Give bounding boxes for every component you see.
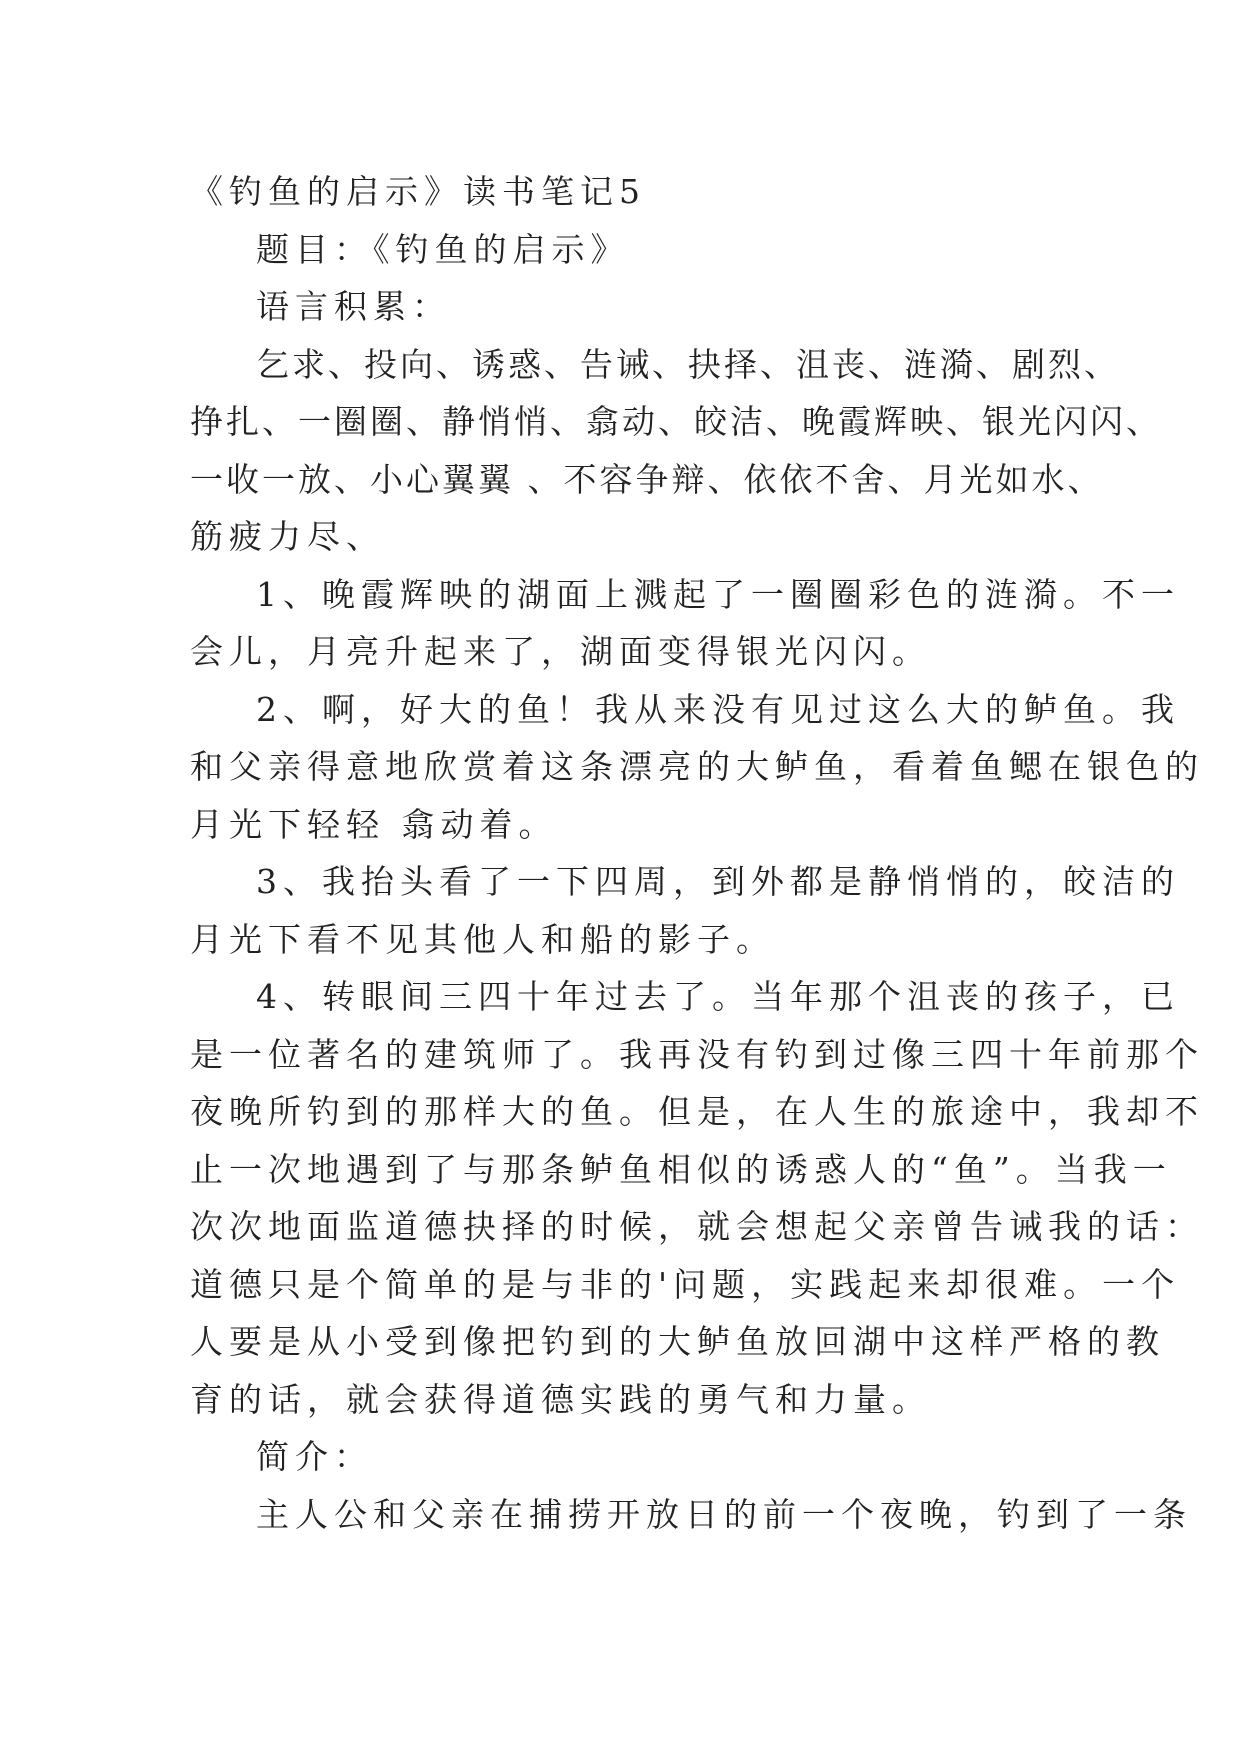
intro-line: 主人公和父亲在捕捞开放日的前一个夜晚，钓到了一条 [256, 1494, 1192, 1534]
intro-heading: 简介： [256, 1437, 373, 1476]
paragraph-4-line: 育的话，就会获得道德实践的勇气和力量。 [190, 1379, 931, 1419]
paragraph-4-line: 是一位著名的建筑师了。我再没有钓到过像三四十年前那个 [190, 1034, 1204, 1074]
paragraph-3-line: 3、我抬头看了一下四周，到外都是静悄悄的，皎洁的 [256, 862, 1180, 901]
paragraph-4-line: 次次地面监道德抉择的时候，就会想起父亲曾告诫我的话： [190, 1207, 1204, 1246]
paragraph-4-line: 人要是从小受到像把钓到的大鲈鱼放回湖中这样严格的教 [190, 1322, 1165, 1361]
paragraph-4-line: 道德只是个简单的是与非的'问题，实践起来却很难。一个 [190, 1264, 1181, 1304]
paragraph-2-line: 2、啊，好大的鱼！我从来没有见过这么大的鲈鱼。我 [256, 689, 1180, 729]
vocab-line: 乞求、投向、诱惑、告诫、抉择、沮丧、涟漪、剧烈、 [256, 344, 1120, 384]
paragraph-2-line: 月光下轻轻 翕动着。 [190, 804, 558, 844]
paragraph-4-line: 夜晚所钓到的那样大的鱼。但是，在人生的旅途中，我却不 [190, 1092, 1204, 1131]
paragraph-4-line: 止一次地遇到了与那条鲈鱼相似的诱惑人的“鱼”。当我一 [190, 1149, 1172, 1189]
vocab-heading: 语言积累： [256, 287, 451, 326]
vocab-line: 一收一放、小心翼翼 、不容争辩、依依不舍、月光如水、 [190, 459, 1104, 499]
topic-line: 题目：《钓鱼的启示》 [256, 229, 630, 269]
document-title: 《钓鱼的启示》读书笔记5 [190, 172, 646, 211]
vocab-line: 筋疲力尽、 [190, 517, 385, 556]
paragraph-2-line: 和父亲得意地欣赏着这条漂亮的大鲈鱼，看着鱼鳃在银色的 [190, 747, 1204, 786]
paragraph-3-line: 月光下看不见其他人和船的影子。 [190, 919, 775, 959]
paragraph-1-line: 会儿，月亮升起来了，湖面变得银光闪闪。 [190, 632, 931, 671]
paragraph-4-line: 4、转眼间三四十年过去了。当年那个沮丧的孩子，已 [256, 977, 1180, 1016]
document-page [190, 163, 1204, 1543]
vocab-line: 挣扎、一圈圈、静悄悄、翕动、皎洁、晚霞辉映、银光闪闪、 [190, 402, 1162, 441]
paragraph-1-line: 1、晚霞辉映的湖面上溅起了一圈圈彩色的涟漪。不一 [256, 574, 1180, 614]
